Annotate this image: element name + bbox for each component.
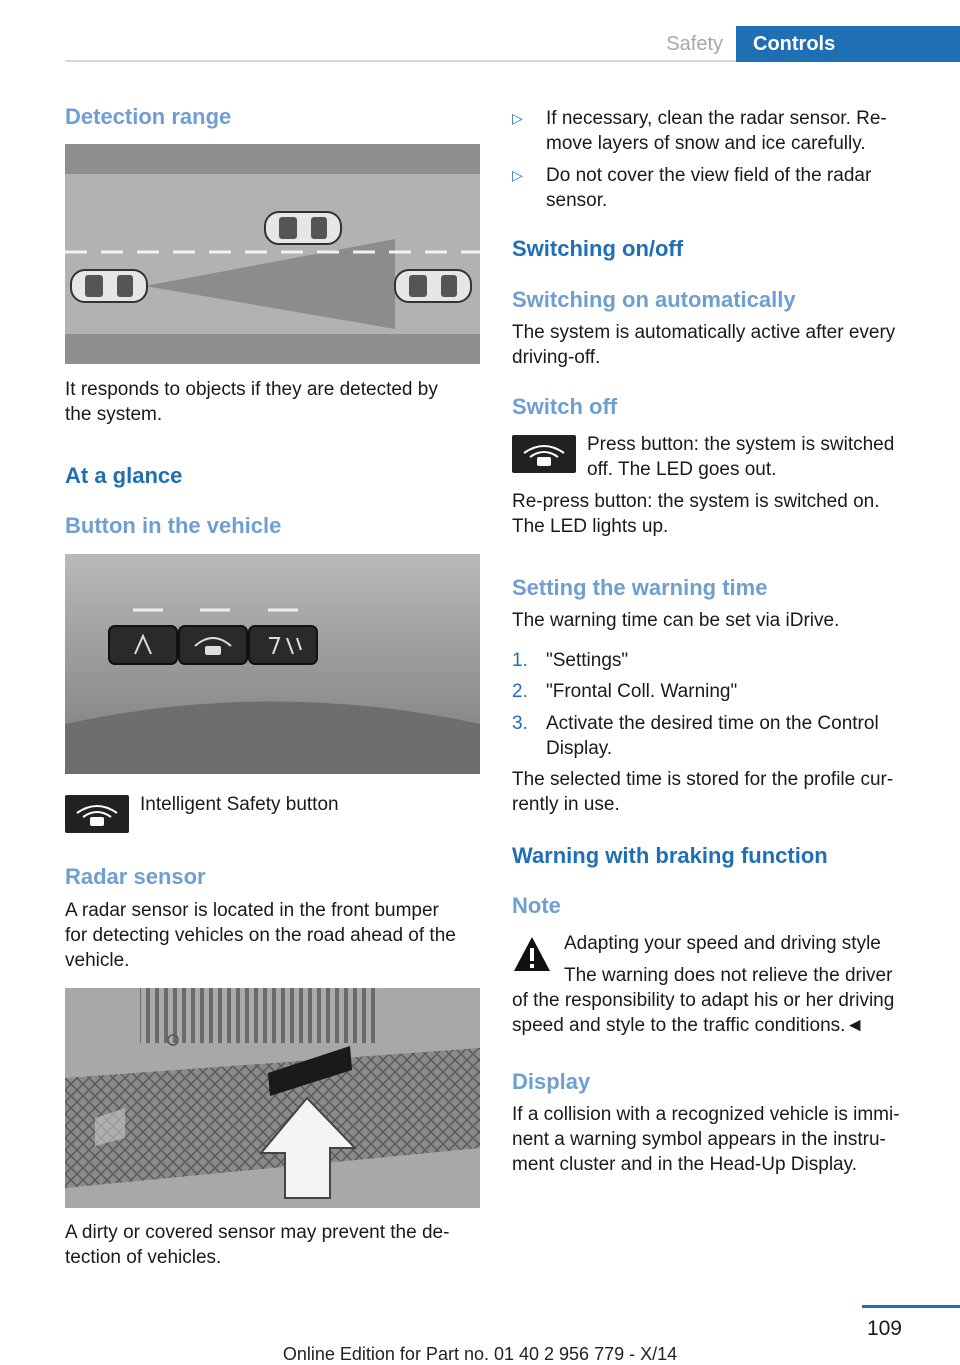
paragraph-dirty-sensor <box>65 1220 485 1270</box>
heading-display: Display <box>512 1069 591 1094</box>
radar-sensor-photo <box>65 988 480 1208</box>
paragraph-repress <box>512 489 932 539</box>
list-item <box>512 106 922 156</box>
list-item <box>512 648 922 673</box>
header-section: Safety <box>666 33 723 55</box>
heading-note: Note <box>512 893 561 918</box>
step-number: 3. <box>512 713 528 734</box>
text-line: The LED lights up. <box>512 516 669 537</box>
heading-at-a-glance: At a glance <box>65 463 183 488</box>
page-number: 109 <box>866 1317 902 1340</box>
detection-range-illustration <box>65 144 480 364</box>
paragraph-selected-time <box>512 767 932 817</box>
paragraph-radar <box>65 898 485 973</box>
heading-radar-sensor: Radar sensor <box>65 864 206 889</box>
text-line: "Settings" <box>546 650 629 671</box>
paragraph-warning-time: The warning time can be set via iDrive. <box>512 610 840 631</box>
heading-switch-off: Switch off <box>512 394 618 419</box>
text-line: The warning does not relieve the driver <box>564 965 893 986</box>
paragraph-auto <box>512 320 932 370</box>
text-line: A dirty or covered sensor may prevent the de‐ <box>65 1222 450 1243</box>
bullet-list <box>512 106 922 213</box>
intelligent-safety-button-icon <box>512 435 576 473</box>
text-line: Re-press button: the system is switched on. <box>512 491 880 512</box>
text-line: of the responsibility to adapt his or her driving <box>512 990 895 1011</box>
list-item <box>512 679 922 704</box>
text-line: vehicle. <box>65 950 130 971</box>
text-line: Do not cover the view field of the radar <box>546 165 872 186</box>
text-line: Press button: the system is switched <box>587 434 895 455</box>
heading-detection-range: Detection range <box>65 104 232 129</box>
text-line: tection of vehicles. <box>65 1247 222 1268</box>
text-line: for detecting vehicles on the road ahead of the <box>65 925 456 946</box>
heading-button-in-vehicle: Button in the vehicle <box>65 513 282 538</box>
bullet-marker: ▷ <box>512 167 523 183</box>
text-line: It responds to objects if they are detected by <box>65 379 438 400</box>
list-item <box>512 163 922 213</box>
heading-switching-on-off: Switching on/off <box>512 236 684 261</box>
list-item <box>512 711 922 761</box>
text-line: speed and style to the traffic conditions. <box>512 1015 846 1036</box>
heading-warning-braking: Warning with braking function <box>512 843 828 868</box>
end-marker: ◄ <box>845 1015 865 1036</box>
text-line: ment cluster and in the Head-Up Display. <box>512 1154 857 1175</box>
text-line: Activate the desired time on the Control <box>546 713 879 734</box>
text-line: rently in use. <box>512 794 620 815</box>
detection-range-figure <box>65 144 480 364</box>
note-title: Adapting your speed and driving style <box>564 933 881 954</box>
button-caption: Intelligent Safety button <box>140 794 339 815</box>
footer-rule <box>862 1305 960 1308</box>
text-line: move layers of snow and ice carefully. <box>546 133 866 154</box>
text-line: driving-off. <box>512 347 601 368</box>
button-panel-photo <box>65 554 480 774</box>
button-panel-illustration <box>65 554 480 774</box>
step-number: 2. <box>512 681 528 702</box>
text-line: The selected time is stored for the profile cur‐ <box>512 769 894 790</box>
text-line: If necessary, clean the radar sensor. Re‐ <box>546 108 887 129</box>
intelligent-safety-button-icon <box>65 795 129 833</box>
text-line: If a collision with a recognized vehicle is immi‐ <box>512 1104 900 1125</box>
text-line: A radar sensor is located in the front bumper <box>65 900 439 921</box>
text-line: The system is automatically active after every <box>512 322 896 343</box>
text-line: the system. <box>65 404 163 425</box>
text-line <box>512 1013 932 1038</box>
note-body <box>512 963 932 1038</box>
heading-setting-warning-time: Setting the warning time <box>512 575 768 600</box>
radar-sensor-illustration <box>65 988 480 1208</box>
footer-edition: Online Edition for Part no. 01 40 2 956 779 - X/14 <box>282 1344 678 1364</box>
heading-switching-on-automatically: Switching on automatically <box>512 287 796 312</box>
paragraph-responds <box>65 377 485 427</box>
text-line: off. The LED goes out. <box>587 459 777 480</box>
text-line: nent a warning symbol appears in the instru‐ <box>512 1129 886 1150</box>
paragraph-switch-off <box>587 432 927 482</box>
header-chapter-tab: Controls <box>736 26 960 62</box>
text-line: Display. <box>546 738 613 759</box>
text-line: sensor. <box>546 190 608 211</box>
paragraph-display <box>512 1102 932 1177</box>
bullet-marker: ▷ <box>512 110 523 126</box>
step-number: 1. <box>512 650 528 671</box>
text-line: "Frontal Coll. Warning" <box>546 681 738 702</box>
